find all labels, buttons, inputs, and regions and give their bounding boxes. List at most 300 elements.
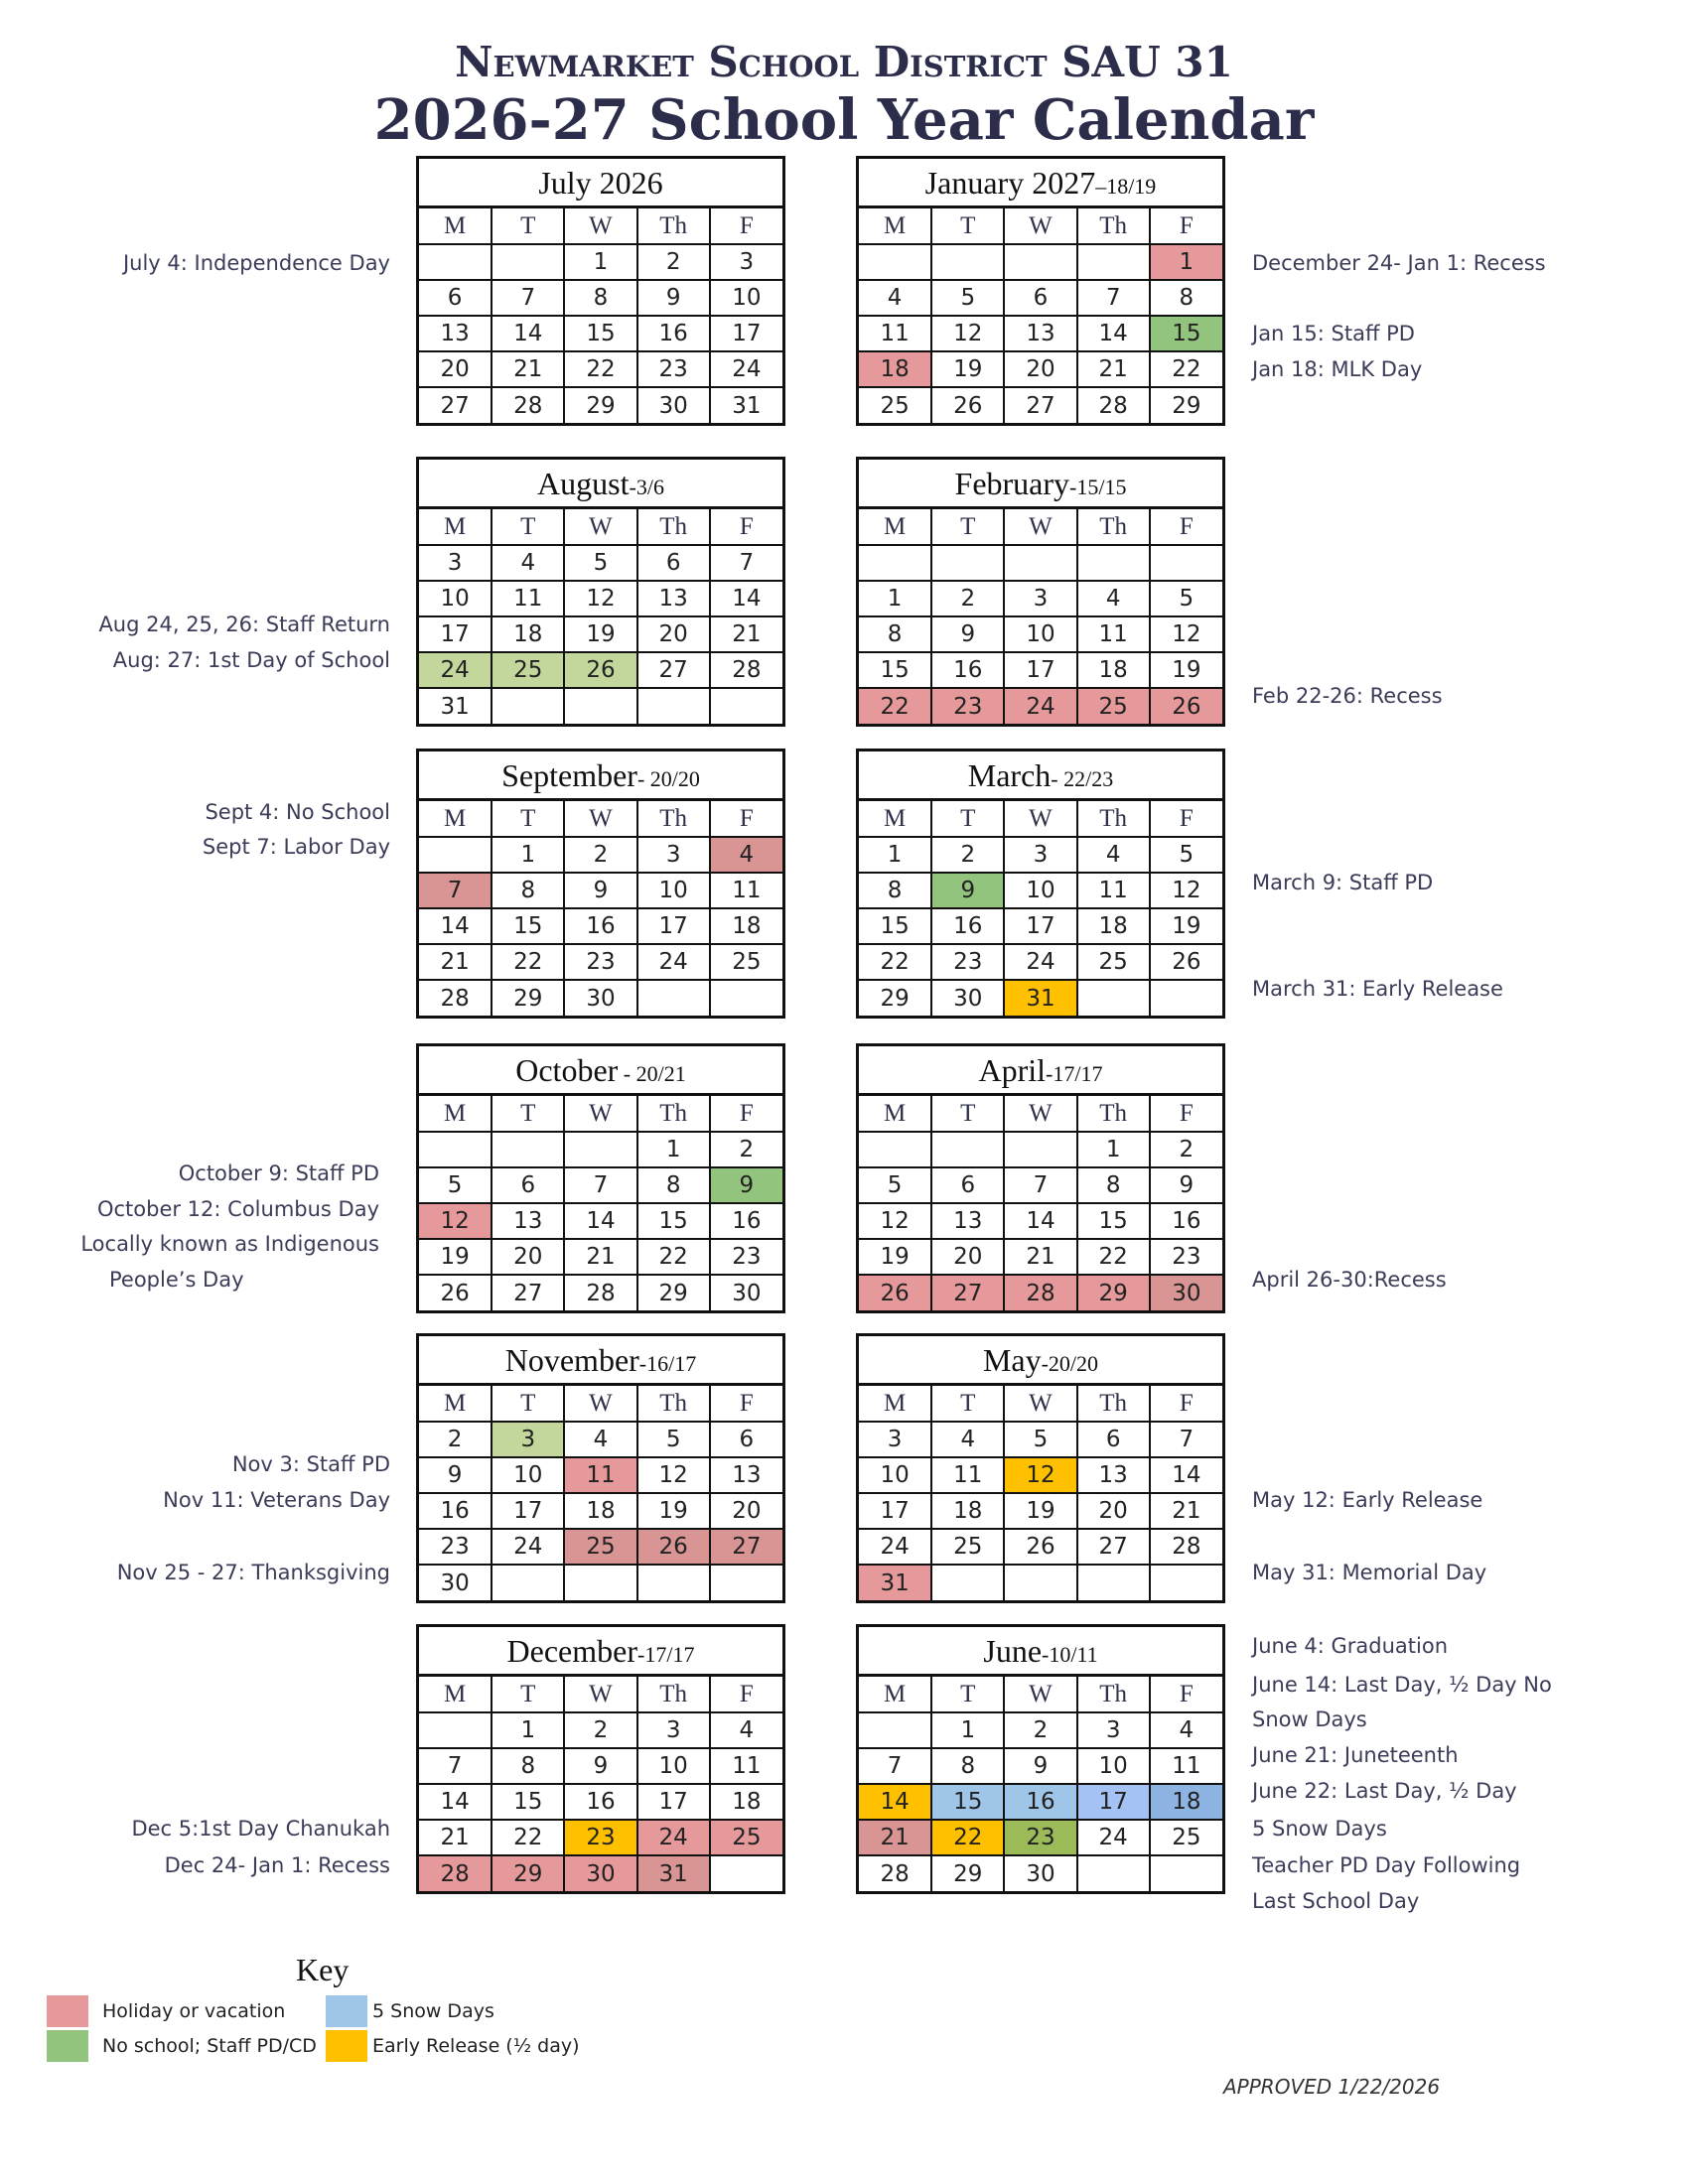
day-cell: 18 <box>710 908 782 944</box>
day-cell: 11 <box>1077 873 1150 908</box>
day-cell: 15 <box>637 1203 710 1239</box>
day-cell: 24 <box>1004 944 1076 980</box>
weekday-header: W <box>564 208 636 244</box>
day-cell: 8 <box>1077 1167 1150 1203</box>
page-title: 2026-27 School Year Calendar <box>373 87 1315 153</box>
week-row <box>859 1203 1222 1239</box>
day-cell: 12 <box>859 1203 931 1239</box>
week-row <box>419 387 782 423</box>
weekday-header: W <box>564 1386 636 1422</box>
day-cell <box>710 980 782 1016</box>
day-cell: 20 <box>710 1493 782 1529</box>
week-row <box>859 581 1222 616</box>
day-cell: 7 <box>1004 1167 1076 1203</box>
day-cell: 1 <box>859 581 931 616</box>
day-cell: 30 <box>931 980 1004 1016</box>
day-cell: 5 <box>637 1422 710 1457</box>
month-calendar <box>856 1043 1225 1313</box>
day-cell: 7 <box>710 545 782 581</box>
week-row <box>859 1712 1222 1748</box>
month-name: September <box>501 757 637 793</box>
month-calendar <box>856 1624 1225 1894</box>
day-cell: 12 <box>1004 1457 1076 1493</box>
weekday-header: T <box>492 801 564 837</box>
day-cell: 6 <box>492 1167 564 1203</box>
weekday-header: Th <box>637 208 710 244</box>
weekday-header: T <box>931 208 1004 244</box>
day-cell: 9 <box>1004 1748 1076 1784</box>
day-cell: 18 <box>492 616 564 652</box>
day-cell: 23 <box>637 351 710 387</box>
day-cell: 13 <box>710 1457 782 1493</box>
day-cell: 23 <box>564 944 636 980</box>
day-cell: 4 <box>492 545 564 581</box>
day-cell <box>492 1565 564 1600</box>
day-cell: 3 <box>492 1422 564 1457</box>
weekday-header: T <box>931 509 1004 545</box>
day-cell: 25 <box>710 944 782 980</box>
week-row <box>419 1239 782 1275</box>
day-cell: 16 <box>637 316 710 351</box>
day-cell: 12 <box>564 581 636 616</box>
day-cell: 5 <box>859 1167 931 1203</box>
day-cell: 14 <box>859 1784 931 1820</box>
weekday-header: W <box>1004 1677 1076 1712</box>
week-row <box>419 351 782 387</box>
day-cell: 12 <box>419 1203 492 1239</box>
weekday-header: M <box>859 208 931 244</box>
note: October 12: Columbus Day <box>96 1197 379 1221</box>
month-title <box>419 1336 782 1386</box>
month-title <box>859 1046 1222 1096</box>
day-cell: 3 <box>859 1422 931 1457</box>
week-row <box>419 652 782 688</box>
month-name: January 2027 <box>924 165 1096 201</box>
day-cell: 8 <box>931 1748 1004 1784</box>
day-cell: 13 <box>1004 316 1076 351</box>
day-cell: 9 <box>637 280 710 316</box>
day-cell: 27 <box>710 1529 782 1565</box>
month-title <box>419 460 782 509</box>
week-row <box>419 1132 782 1167</box>
month-day-count: –18/19 <box>1095 174 1157 199</box>
day-cell: 10 <box>637 1748 710 1784</box>
week-row <box>859 1132 1222 1167</box>
day-cell <box>931 545 1004 581</box>
month-day-count: -17/17 <box>1046 1061 1103 1086</box>
day-cell <box>859 1132 931 1167</box>
day-cell: 11 <box>1077 616 1150 652</box>
day-cell: 21 <box>564 1239 636 1275</box>
day-cell: 10 <box>859 1457 931 1493</box>
month-day-count: -17/17 <box>637 1642 695 1667</box>
weekday-header: M <box>859 801 931 837</box>
day-cell: 7 <box>419 873 492 908</box>
month-name: April <box>978 1052 1047 1088</box>
day-cell: 27 <box>637 652 710 688</box>
day-cell: 10 <box>1077 1748 1150 1784</box>
note: Aug 24, 25, 26: Staff Return <box>98 613 390 636</box>
day-cell: 13 <box>492 1203 564 1239</box>
day-cell <box>931 1132 1004 1167</box>
month-name: October <box>515 1052 619 1088</box>
week-row <box>419 1855 782 1891</box>
day-cell <box>1004 1565 1076 1600</box>
day-cell: 5 <box>564 545 636 581</box>
day-cell: 14 <box>1077 316 1150 351</box>
weekday-header: T <box>492 509 564 545</box>
day-cell: 11 <box>564 1457 636 1493</box>
weekday-header: T <box>492 1386 564 1422</box>
month-day-count: -15/15 <box>1069 475 1127 499</box>
day-cell: 8 <box>492 1748 564 1784</box>
weekday-header: T <box>931 1096 1004 1132</box>
note: Aug: 27: 1st Day of School <box>112 648 390 672</box>
day-cell: 23 <box>419 1529 492 1565</box>
week-row <box>419 581 782 616</box>
weekday-header: M <box>419 509 492 545</box>
weekday-header: Th <box>1077 1096 1150 1132</box>
day-cell: 23 <box>931 944 1004 980</box>
week-row <box>419 1493 782 1529</box>
weekday-header: T <box>492 1677 564 1712</box>
week-row <box>859 387 1222 423</box>
day-cell: 7 <box>859 1748 931 1784</box>
day-cell: 12 <box>1150 873 1222 908</box>
week-row <box>859 873 1222 908</box>
day-cell: 16 <box>419 1493 492 1529</box>
note: June 21: Juneteenth <box>1252 1743 1459 1767</box>
day-cell: 27 <box>419 387 492 423</box>
weekday-header: T <box>931 1386 1004 1422</box>
weekday-header: W <box>1004 1386 1076 1422</box>
day-cell: 6 <box>1004 280 1076 316</box>
week-row <box>859 1167 1222 1203</box>
weekday-header: Th <box>1077 801 1150 837</box>
week-row <box>859 616 1222 652</box>
week-row <box>419 837 782 873</box>
note: May 31: Memorial Day <box>1252 1561 1487 1584</box>
day-cell <box>419 1132 492 1167</box>
weekday-header: W <box>1004 208 1076 244</box>
day-cell: 17 <box>1004 908 1076 944</box>
day-cell: 21 <box>1077 351 1150 387</box>
week-row <box>419 688 782 724</box>
day-cell: 11 <box>710 873 782 908</box>
day-cell: 12 <box>931 316 1004 351</box>
day-cell: 5 <box>419 1167 492 1203</box>
month-calendar <box>856 156 1225 426</box>
note: March 9: Staff PD <box>1252 871 1434 894</box>
day-cell: 9 <box>1150 1167 1222 1203</box>
week-row <box>859 1784 1222 1820</box>
week-row <box>859 545 1222 581</box>
weekday-header: M <box>859 509 931 545</box>
key-swatch-early-release <box>326 2030 367 2062</box>
month-day-count: -3/6 <box>629 475 664 499</box>
day-cell: 8 <box>637 1167 710 1203</box>
week-row <box>419 1422 782 1457</box>
day-cell: 21 <box>1150 1493 1222 1529</box>
day-cell: 4 <box>859 280 931 316</box>
weekday-header: Th <box>1077 1386 1150 1422</box>
day-cell: 7 <box>564 1167 636 1203</box>
day-cell: 7 <box>419 1748 492 1784</box>
week-row <box>419 545 782 581</box>
day-cell: 24 <box>1004 688 1076 724</box>
day-cell: 19 <box>1150 652 1222 688</box>
month-title <box>419 1046 782 1096</box>
day-cell: 3 <box>637 837 710 873</box>
weekday-header: W <box>564 801 636 837</box>
day-cell: 18 <box>859 351 931 387</box>
day-cell: 9 <box>931 873 1004 908</box>
day-cell <box>1004 545 1076 581</box>
day-cell <box>1150 545 1222 581</box>
day-cell: 14 <box>492 316 564 351</box>
note: Feb 22-26: Recess <box>1252 684 1443 708</box>
day-cell: 6 <box>931 1167 1004 1203</box>
day-cell: 10 <box>492 1457 564 1493</box>
week-row <box>859 1422 1222 1457</box>
week-row <box>419 1203 782 1239</box>
note: December 24- Jan 1: Recess <box>1252 251 1546 275</box>
weekday-header: F <box>1150 1096 1222 1132</box>
week-row <box>419 944 782 980</box>
day-cell: 26 <box>1150 944 1222 980</box>
day-cell: 18 <box>931 1493 1004 1529</box>
day-cell: 14 <box>564 1203 636 1239</box>
day-cell <box>637 1565 710 1600</box>
day-cell: 31 <box>710 387 782 423</box>
week-row <box>859 908 1222 944</box>
month-day-count: -16/17 <box>638 1351 697 1376</box>
weekday-header: M <box>419 1096 492 1132</box>
day-cell: 11 <box>859 316 931 351</box>
month-title <box>859 460 1222 509</box>
day-cell: 27 <box>492 1275 564 1310</box>
day-cell: 1 <box>492 837 564 873</box>
day-cell: 19 <box>637 1493 710 1529</box>
day-cell: 20 <box>637 616 710 652</box>
day-cell: 4 <box>710 1712 782 1748</box>
day-cell: 29 <box>492 1855 564 1891</box>
day-cell: 30 <box>637 387 710 423</box>
note: June 14: Last Day, ½ Day No <box>1252 1673 1552 1697</box>
day-cell: 7 <box>1150 1422 1222 1457</box>
day-cell: 15 <box>931 1784 1004 1820</box>
note: May 12: Early Release <box>1252 1488 1483 1512</box>
note: March 31: Early Release <box>1252 977 1503 1001</box>
week-row <box>859 1529 1222 1565</box>
weekday-header: M <box>419 801 492 837</box>
week-row <box>859 1275 1222 1310</box>
day-cell: 21 <box>419 1820 492 1855</box>
day-cell: 6 <box>1077 1422 1150 1457</box>
day-cell: 1 <box>859 837 931 873</box>
day-cell <box>710 688 782 724</box>
day-cell: 9 <box>564 1748 636 1784</box>
day-cell: 17 <box>637 908 710 944</box>
note: Nov 11: Veterans Day <box>163 1488 390 1512</box>
day-cell: 28 <box>1077 387 1150 423</box>
day-cell: 19 <box>859 1239 931 1275</box>
day-cell: 22 <box>1150 351 1222 387</box>
day-cell: 25 <box>859 387 931 423</box>
day-cell: 5 <box>1150 581 1222 616</box>
day-cell <box>492 688 564 724</box>
day-cell: 7 <box>1077 280 1150 316</box>
day-cell: 11 <box>931 1457 1004 1493</box>
day-cell <box>492 1132 564 1167</box>
key-label: Holiday or vacation <box>102 2000 286 2022</box>
day-cell: 28 <box>710 652 782 688</box>
note: June 22: Last Day, ½ Day <box>1252 1779 1517 1803</box>
day-cell: 4 <box>710 837 782 873</box>
day-cell: 18 <box>1077 908 1150 944</box>
week-row <box>419 908 782 944</box>
note: Dec 5:1st Day Chanukah <box>131 1817 390 1841</box>
day-cell: 17 <box>1077 1784 1150 1820</box>
day-cell: 10 <box>710 280 782 316</box>
weekday-header: Th <box>637 1386 710 1422</box>
day-cell <box>931 1565 1004 1600</box>
day-cell: 25 <box>492 652 564 688</box>
week-row <box>859 652 1222 688</box>
day-cell <box>1077 1565 1150 1600</box>
day-cell: 9 <box>710 1167 782 1203</box>
weekday-header: F <box>710 801 782 837</box>
weekday-header: F <box>1150 1386 1222 1422</box>
weekday-header: W <box>1004 509 1076 545</box>
day-cell: 2 <box>931 581 1004 616</box>
day-cell: 13 <box>419 316 492 351</box>
weekday-header: Th <box>1077 208 1150 244</box>
day-cell: 14 <box>710 581 782 616</box>
day-cell <box>564 1132 636 1167</box>
month-name: August <box>537 466 630 501</box>
weekday-header: F <box>1150 801 1222 837</box>
day-cell: 26 <box>1004 1529 1076 1565</box>
day-cell: 16 <box>1150 1203 1222 1239</box>
day-cell: 28 <box>859 1855 931 1891</box>
day-cell: 10 <box>1004 873 1076 908</box>
weekday-header: M <box>419 1386 492 1422</box>
month-calendar <box>416 1333 785 1603</box>
day-cell: 29 <box>1077 1275 1150 1310</box>
day-cell: 13 <box>637 581 710 616</box>
weekday-header: F <box>1150 1677 1222 1712</box>
day-cell <box>637 980 710 1016</box>
day-cell: 24 <box>859 1529 931 1565</box>
day-cell: 18 <box>710 1784 782 1820</box>
day-cell: 24 <box>419 652 492 688</box>
day-cell: 17 <box>637 1784 710 1820</box>
day-cell: 5 <box>931 280 1004 316</box>
weekday-header: Th <box>1077 1677 1150 1712</box>
weekday-header: W <box>1004 801 1076 837</box>
day-cell: 16 <box>931 908 1004 944</box>
day-cell: 6 <box>637 545 710 581</box>
day-cell: 19 <box>564 616 636 652</box>
week-row <box>859 280 1222 316</box>
day-cell <box>710 1855 782 1891</box>
day-cell: 15 <box>492 1784 564 1820</box>
note: July 4: Independence Day <box>122 251 390 275</box>
month-day-count: - 20/21 <box>618 1061 686 1086</box>
week-row <box>419 316 782 351</box>
key-swatch-holiday <box>47 1995 88 2027</box>
day-cell: 7 <box>492 280 564 316</box>
week-row <box>419 1565 782 1600</box>
key-title: Key <box>296 1952 350 1987</box>
day-cell: 6 <box>710 1422 782 1457</box>
day-cell: 14 <box>419 1784 492 1820</box>
day-cell: 27 <box>931 1275 1004 1310</box>
day-cell: 28 <box>1150 1529 1222 1565</box>
day-cell: 8 <box>859 873 931 908</box>
day-cell: 24 <box>637 1820 710 1855</box>
day-cell: 31 <box>859 1565 931 1600</box>
day-cell: 1 <box>931 1712 1004 1748</box>
day-cell: 20 <box>931 1239 1004 1275</box>
day-cell: 19 <box>931 351 1004 387</box>
day-cell: 11 <box>710 1748 782 1784</box>
day-cell: 19 <box>1004 1493 1076 1529</box>
day-cell <box>564 688 636 724</box>
day-cell: 17 <box>492 1493 564 1529</box>
week-row <box>859 688 1222 724</box>
day-cell <box>1077 1855 1150 1891</box>
day-cell: 28 <box>1004 1275 1076 1310</box>
day-cell: 30 <box>564 980 636 1016</box>
day-cell: 23 <box>710 1239 782 1275</box>
day-cell: 17 <box>859 1493 931 1529</box>
day-cell: 26 <box>1150 688 1222 724</box>
day-cell: 19 <box>419 1239 492 1275</box>
day-cell: 21 <box>419 944 492 980</box>
day-cell: 29 <box>931 1855 1004 1891</box>
week-row <box>419 1748 782 1784</box>
key-swatch-snow-days <box>326 1995 367 2027</box>
note: Nov 3: Staff PD <box>231 1452 390 1476</box>
weekday-header: W <box>564 1096 636 1132</box>
week-row <box>419 244 782 280</box>
weekday-header: M <box>859 1677 931 1712</box>
day-cell: 22 <box>564 351 636 387</box>
week-row <box>859 1565 1222 1600</box>
day-cell <box>564 1565 636 1600</box>
day-cell: 6 <box>419 280 492 316</box>
weekday-header: W <box>564 1677 636 1712</box>
day-cell: 8 <box>564 280 636 316</box>
day-cell: 29 <box>859 980 931 1016</box>
day-cell: 2 <box>1150 1132 1222 1167</box>
day-cell: 29 <box>637 1275 710 1310</box>
week-row <box>419 1457 782 1493</box>
note: 5 Snow Days <box>1252 1817 1387 1841</box>
day-cell: 17 <box>1004 652 1076 688</box>
month-calendar <box>416 1043 785 1313</box>
weekday-header: Th <box>637 509 710 545</box>
weekday-header: W <box>564 509 636 545</box>
month-name: February <box>954 466 1070 501</box>
day-cell <box>492 244 564 280</box>
day-cell: 3 <box>1077 1712 1150 1748</box>
day-cell: 1 <box>1150 244 1222 280</box>
day-cell <box>637 688 710 724</box>
day-cell: 16 <box>564 1784 636 1820</box>
